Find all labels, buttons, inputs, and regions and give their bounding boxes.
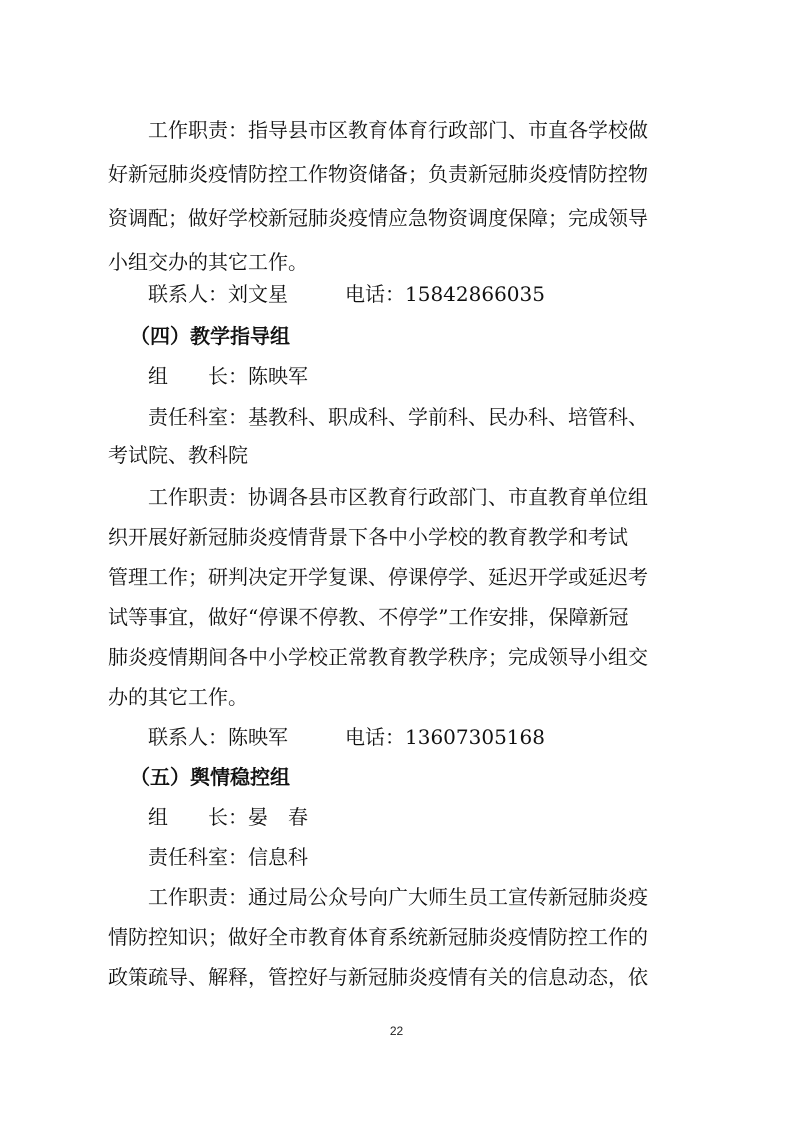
- paragraph-line: 政策疏导、解释，管控好与新冠肺炎疫情有关的信息动态，依: [108, 965, 648, 989]
- contact-phone: 电话：15842866035: [345, 282, 545, 306]
- paragraph-line: 小组交办的其它工作。: [108, 250, 308, 274]
- paragraph-line: 情防控知识；做好全市教育体育系统新冠肺炎疫情防控工作的: [108, 925, 648, 949]
- section-heading: （四）教学指导组: [130, 324, 290, 348]
- paragraph-line: 织开展好新冠肺炎疫情背景下各中小学校的教育教学和考试: [108, 525, 628, 549]
- group-leader: 组 长：晏 春: [148, 805, 308, 829]
- paragraph-line: 好新冠肺炎疫情防控工作物资储备；负责新冠肺炎疫情防控物: [108, 162, 648, 186]
- contact-person: 联系人：陈映军: [148, 725, 288, 749]
- page-number: 22: [389, 1024, 404, 1038]
- contact-person: 联系人：刘文星: [148, 282, 288, 306]
- paragraph-line: 肺炎疫情期间各中小学校正常教育教学秩序；完成领导小组交: [108, 645, 648, 669]
- paragraph-line: 试等事宜，做好“停课不停教、不停学”工作安排，保障新冠: [108, 605, 629, 629]
- section-heading: （五）舆情稳控组: [130, 765, 290, 789]
- paragraph-line: 工作职责：通过局公众号向广大师生员工宣传新冠肺炎疫: [148, 885, 648, 909]
- group-leader: 组 长：陈映军: [148, 364, 308, 388]
- responsible-office: 责任科室：信息科: [148, 845, 308, 869]
- responsible-office: 责任科室：基教科、职成科、学前科、民办科、培管科、: [148, 405, 648, 429]
- paragraph-line: 工作职责：指导县市区教育体育行政部门、市直各学校做: [148, 118, 648, 142]
- paragraph-line: 资调配；做好学校新冠肺炎疫情应急物资调度保障；完成领导: [108, 206, 648, 230]
- contact-phone: 电话：13607305168: [345, 725, 545, 749]
- paragraph-line: 管理工作；研判决定开学复课、停课停学、延迟开学或延迟考: [108, 565, 648, 589]
- paragraph-line: 考试院、教科院: [108, 443, 248, 467]
- paragraph-line: 办的其它工作。: [108, 685, 248, 709]
- paragraph-line: 工作职责：协调各县市区教育行政部门、市直教育单位组: [148, 485, 648, 509]
